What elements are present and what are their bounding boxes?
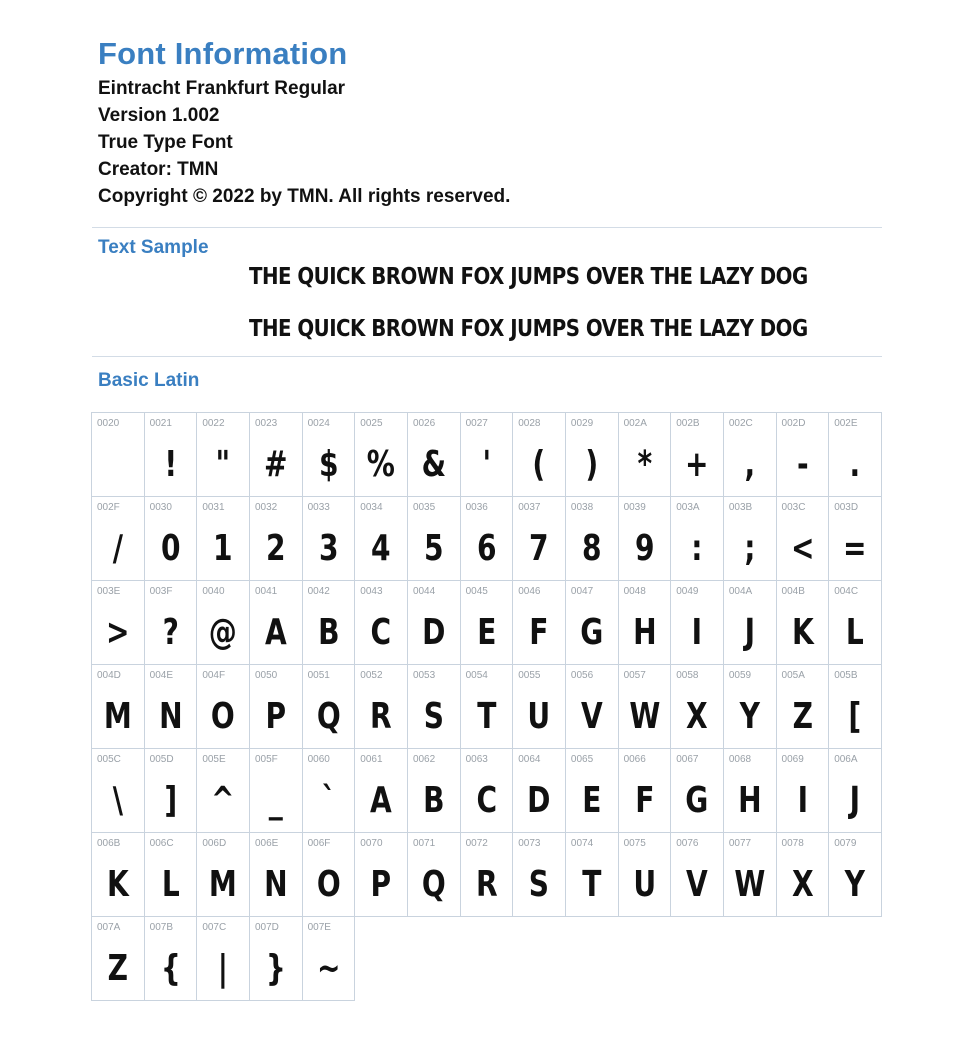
glyph-character: V	[580, 696, 603, 737]
glyph-character: 1	[213, 528, 233, 569]
glyph-code: 003B	[728, 502, 753, 513]
glyph-cell	[671, 581, 724, 665]
glyph-cell	[671, 665, 724, 749]
glyph-character: C	[370, 612, 392, 653]
text-sample-heading: Text Sample	[98, 237, 209, 258]
glyph-code: 002A	[623, 418, 647, 429]
glyph-cell	[619, 581, 672, 665]
glyph-cell	[513, 749, 566, 833]
glyph-code: 007E	[307, 922, 331, 933]
glyph-character: O	[211, 696, 236, 737]
glyph-code: 006C	[149, 838, 174, 849]
glyph-character: H	[737, 780, 762, 821]
glyph-character: X	[791, 864, 814, 905]
glyph-character: G	[685, 780, 709, 821]
glyph-code: 0059	[728, 670, 752, 681]
glyph-cell	[724, 581, 777, 665]
glyph-character: A	[264, 612, 287, 653]
glyph-character: F	[529, 612, 549, 653]
glyph-code: 002F	[97, 502, 120, 513]
glyph-cell	[355, 749, 408, 833]
glyph-cell	[619, 413, 672, 497]
glyph-cell	[724, 413, 777, 497]
glyph-code: 0060	[307, 754, 330, 765]
glyph-code: 006B	[97, 838, 121, 849]
glyph-character: M	[209, 864, 238, 905]
glyph-code: 005C	[97, 754, 121, 765]
glyph-character: G	[580, 612, 604, 653]
glyph-cell	[303, 749, 356, 833]
glyph-character: ~	[316, 948, 341, 989]
glyph-code: 0036	[465, 502, 488, 513]
glyph-cell	[724, 497, 777, 581]
glyph-cell	[355, 581, 408, 665]
glyph-cell	[250, 497, 303, 581]
glyph-code: 002C	[728, 418, 753, 429]
glyph-code: 0022	[202, 418, 225, 429]
glyph-code: 003E	[97, 586, 121, 597]
glyph-character: S	[423, 696, 444, 737]
glyph-character: R	[475, 864, 498, 905]
glyph-cell	[513, 497, 566, 581]
glyph-cell	[355, 413, 408, 497]
glyph-character: {	[160, 948, 181, 989]
glyph-code: 0078	[781, 838, 804, 849]
glyph-cell	[92, 917, 145, 1001]
glyph-code: 0044	[412, 586, 436, 597]
glyph-character: N	[158, 696, 183, 737]
glyph-code: 0021	[149, 418, 172, 429]
glyph-code: 004F	[202, 670, 226, 681]
glyph-character: T	[582, 864, 602, 905]
glyph-character: [	[848, 696, 862, 737]
glyph-cell	[408, 833, 461, 917]
glyph-character: ,	[744, 444, 756, 485]
glyph-character: _	[268, 780, 283, 821]
glyph-cell	[671, 833, 724, 917]
glyph-cell	[408, 749, 461, 833]
glyph-character: $	[318, 444, 339, 485]
glyph-character: 8	[581, 528, 602, 569]
glyph-code: 0032	[254, 502, 278, 513]
glyph-cell	[250, 833, 303, 917]
glyph-code: 0042	[307, 586, 330, 597]
font-name: Eintracht Frankfurt Regular	[98, 78, 346, 99]
glyph-character: "	[215, 444, 231, 485]
glyph-cell	[566, 581, 619, 665]
glyph-character: }	[265, 948, 286, 989]
glyph-cell	[461, 581, 514, 665]
glyph-cell	[303, 581, 356, 665]
glyph-cell	[461, 833, 514, 917]
glyph-code: 002B	[676, 418, 700, 429]
glyph-character: ?	[162, 612, 179, 653]
glyph-cell	[197, 749, 250, 833]
glyph-cell	[829, 665, 882, 749]
divider	[92, 356, 882, 357]
glyph-code: 0056	[570, 670, 594, 681]
glyph-code: 0071	[412, 838, 436, 849]
font-copyright: Copyright © 2022 by TMN. All rights reserved.	[98, 186, 511, 207]
glyph-cell	[145, 833, 198, 917]
glyph-code: 0025	[360, 418, 383, 429]
glyph-code: 005D	[149, 754, 174, 765]
glyph-cell	[513, 581, 566, 665]
glyph-character: D	[527, 780, 551, 821]
glyph-cell	[777, 497, 830, 581]
glyph-code: 006A	[834, 754, 858, 765]
glyph-code: 0028	[518, 418, 541, 429]
glyph-character: F	[634, 780, 654, 821]
glyph-character: (	[532, 444, 546, 485]
glyph-code: 006F	[307, 838, 331, 849]
glyph-code: 0069	[781, 754, 804, 765]
glyph-character: 3	[318, 528, 339, 569]
glyph-cell	[724, 833, 777, 917]
glyph-cell	[777, 581, 830, 665]
font-type: True Type Font	[98, 132, 233, 153]
glyph-character: V	[686, 864, 708, 905]
glyph-cell	[250, 917, 303, 1001]
glyph-code: 0074	[570, 838, 594, 849]
glyph-character: :	[691, 528, 703, 569]
glyph-code: 0079	[834, 838, 857, 849]
glyph-character: +	[685, 444, 709, 485]
glyph-code: 003D	[834, 502, 859, 513]
glyph-character: B	[317, 612, 340, 653]
glyph-code: 0030	[149, 502, 172, 513]
glyph-code: 0070	[360, 838, 383, 849]
glyph-code: 0045	[465, 586, 488, 597]
glyph-cell	[829, 497, 882, 581]
glyph-code: 004B	[781, 586, 805, 597]
glyph-character: )	[585, 444, 599, 485]
glyph-code: 007A	[97, 922, 121, 933]
glyph-code: 0067	[676, 754, 699, 765]
glyph-cell	[566, 497, 619, 581]
glyph-character: =	[843, 528, 867, 569]
glyph-cell	[303, 665, 356, 749]
glyph-cell	[303, 413, 356, 497]
glyph-cell	[829, 413, 882, 497]
glyph-code: 0024	[307, 418, 330, 429]
glyph-cell	[197, 833, 250, 917]
glyph-code: 0043	[360, 586, 383, 597]
glyph-character: &	[421, 444, 447, 485]
glyph-code: 0029	[570, 418, 594, 429]
glyph-character: '	[482, 444, 491, 485]
glyph-character: -	[796, 444, 809, 485]
glyph-code: 0057	[623, 670, 646, 681]
glyph-character: T	[476, 696, 497, 737]
glyph-character: X	[686, 696, 708, 737]
glyph-code: 002D	[781, 418, 806, 429]
glyph-cell	[92, 497, 145, 581]
glyph-code: 0066	[623, 754, 646, 765]
glyph-code: 0076	[676, 838, 699, 849]
glyph-character: Z	[107, 948, 129, 989]
glyph-cell	[566, 413, 619, 497]
font-version: Version 1.002	[98, 105, 220, 126]
glyph-character: *	[637, 444, 652, 485]
glyph-character: K	[106, 864, 129, 905]
glyph-code: 0075	[623, 838, 646, 849]
glyph-code: 0038	[570, 502, 594, 513]
glyph-code: 002E	[834, 418, 858, 429]
font-creator: Creator: TMN	[98, 159, 219, 180]
glyph-character: W	[734, 864, 766, 905]
glyph-cell	[724, 749, 777, 833]
glyph-character: U	[527, 696, 551, 737]
glyph-code: 004A	[728, 586, 753, 597]
glyph-character: 2	[266, 528, 286, 569]
glyph-code: 0058	[676, 670, 699, 681]
glyph-cell	[671, 497, 724, 581]
glyph-cell	[197, 413, 250, 497]
glyph-character: Z	[792, 696, 813, 737]
glyph-character: J	[744, 612, 755, 653]
glyph-code: 004C	[834, 586, 859, 597]
glyph-character: A	[370, 780, 392, 821]
text-sample-line: THE QUICK BROWN FOX JUMPS OVER THE LAZY DOG	[248, 316, 808, 342]
glyph-code: 0020	[97, 418, 120, 429]
glyph-code: 005A	[781, 670, 805, 681]
glyph-character: #	[264, 444, 288, 485]
glyph-code: 004E	[149, 670, 174, 681]
text-sample-line: THE QUICK BROWN FOX JUMPS OVER THE LAZY DOG	[248, 264, 808, 290]
glyph-character: 0	[160, 528, 181, 569]
glyph-character: P	[265, 696, 287, 737]
glyph-code: 007D	[254, 922, 279, 933]
glyph-code: 005B	[834, 670, 858, 681]
glyph-cell	[724, 665, 777, 749]
glyph-code: 006D	[202, 838, 227, 849]
glyph-cell	[355, 497, 408, 581]
glyph-character: H	[632, 612, 657, 653]
glyph-cell	[408, 665, 461, 749]
glyph-cell	[92, 833, 145, 917]
glyph-character: O	[316, 864, 341, 905]
glyph-character: I	[797, 780, 808, 821]
glyph-cell	[671, 413, 724, 497]
glyph-cell	[408, 413, 461, 497]
glyph-character: C	[476, 780, 497, 821]
font-metadata	[98, 75, 510, 210]
glyph-cell	[355, 665, 408, 749]
glyph-character: L	[846, 612, 864, 653]
glyph-character: 4	[371, 528, 391, 569]
glyph-code: 0050	[254, 670, 278, 681]
glyph-character: ^	[211, 780, 235, 821]
glyph-cell	[619, 749, 672, 833]
glyph-cell	[145, 917, 198, 1001]
glyph-code: 0055	[518, 670, 541, 681]
glyph-cell	[777, 749, 830, 833]
glyph-code: 0052	[360, 670, 383, 681]
glyph-character: B	[423, 780, 445, 821]
glyph-cell	[92, 413, 145, 497]
glyph-code: 0035	[412, 502, 436, 513]
glyph-character: /	[112, 528, 123, 569]
glyph-character: U	[632, 864, 656, 905]
glyph-code: 005E	[202, 754, 226, 765]
glyph-cell	[461, 413, 514, 497]
glyph-cell	[461, 497, 514, 581]
glyph-character: 5	[423, 528, 444, 569]
glyph-cell	[829, 833, 882, 917]
glyph-cell	[513, 413, 566, 497]
glyph-cell	[777, 413, 830, 497]
glyph-cell	[303, 833, 356, 917]
glyph-grid	[91, 412, 882, 1001]
glyph-cell	[777, 665, 830, 749]
glyph-code: 0033	[307, 502, 330, 513]
glyph-cell	[197, 581, 250, 665]
glyph-cell	[145, 497, 198, 581]
glyph-code: 0048	[623, 586, 646, 597]
glyph-cell	[619, 833, 672, 917]
glyph-character: E	[582, 780, 602, 821]
glyph-cell	[566, 749, 619, 833]
glyph-code: 0063	[465, 754, 488, 765]
glyph-character: N	[264, 864, 288, 905]
glyph-character: R	[370, 696, 392, 737]
glyph-code: 0034	[360, 502, 383, 513]
page-title: Font Information	[98, 36, 348, 71]
glyph-character: P	[370, 864, 392, 905]
glyph-character: Q	[316, 696, 341, 737]
glyph-character: L	[161, 864, 180, 905]
glyph-cell	[461, 749, 514, 833]
glyph-cell	[619, 497, 672, 581]
glyph-character: .	[849, 444, 861, 485]
glyph-code: 0039	[623, 502, 646, 513]
glyph-character: I	[691, 612, 703, 653]
glyph-cell	[566, 833, 619, 917]
glyph-cell	[829, 749, 882, 833]
glyph-code: 005F	[254, 754, 278, 765]
glyph-code: 0051	[307, 670, 330, 681]
glyph-cell	[250, 749, 303, 833]
glyph-character: ]	[164, 780, 177, 821]
glyph-code: 0064	[518, 754, 541, 765]
glyph-cell	[408, 497, 461, 581]
glyph-character: 7	[529, 528, 549, 569]
glyph-code: 0049	[676, 586, 699, 597]
glyph-cell	[197, 497, 250, 581]
glyph-character: !	[164, 444, 177, 485]
glyph-character: K	[791, 612, 814, 653]
glyph-character: 9	[634, 528, 655, 569]
glyph-cell	[777, 833, 830, 917]
glyph-character: %	[367, 444, 396, 485]
glyph-code: 003A	[676, 502, 700, 513]
glyph-character: >	[106, 612, 130, 653]
glyph-code: 0026	[412, 418, 436, 429]
glyph-code: 0072	[465, 838, 488, 849]
glyph-character: D	[422, 612, 446, 653]
glyph-cell	[303, 497, 356, 581]
glyph-code: 007B	[149, 922, 174, 933]
glyph-code: 0031	[202, 502, 225, 513]
basic-latin-heading: Basic Latin	[98, 370, 200, 391]
glyph-code: 0054	[465, 670, 488, 681]
glyph-cell	[671, 749, 724, 833]
glyph-character: |	[218, 948, 229, 989]
glyph-cell	[145, 413, 198, 497]
glyph-cell	[829, 581, 882, 665]
glyph-cell	[303, 917, 356, 1001]
glyph-cell	[197, 665, 250, 749]
glyph-code: 0073	[518, 838, 541, 849]
glyph-code: 0037	[518, 502, 541, 513]
glyph-cell	[197, 917, 250, 1001]
glyph-code: 0065	[570, 754, 594, 765]
glyph-cell	[566, 665, 619, 749]
glyph-cell	[145, 665, 198, 749]
glyph-character: J	[849, 780, 861, 821]
glyph-cell	[145, 749, 198, 833]
divider	[92, 227, 882, 228]
glyph-code: 007C	[202, 922, 227, 933]
glyph-code: 0053	[412, 670, 436, 681]
glyph-code: 0077	[728, 838, 752, 849]
glyph-code: 0041	[254, 586, 278, 597]
glyph-cell	[513, 833, 566, 917]
glyph-character: E	[476, 612, 497, 653]
glyph-cell	[92, 665, 145, 749]
glyph-code: 0068	[728, 754, 752, 765]
glyph-code: 0027	[465, 418, 488, 429]
glyph-code: 0061	[360, 754, 383, 765]
glyph-character: <	[790, 528, 815, 569]
glyph-code: 004D	[97, 670, 121, 681]
glyph-character: M	[103, 696, 132, 737]
glyph-cell	[250, 665, 303, 749]
glyph-cell	[92, 581, 145, 665]
glyph-character: Q	[421, 864, 446, 905]
glyph-cell	[619, 665, 672, 749]
glyph-character: Y	[739, 696, 760, 737]
glyph-character: 6	[476, 528, 497, 569]
glyph-cell	[461, 665, 514, 749]
glyph-code: 006E	[254, 838, 279, 849]
glyph-cell	[145, 581, 198, 665]
glyph-character: `	[321, 780, 336, 821]
glyph-character: @	[209, 612, 238, 653]
glyph-code: 003C	[781, 502, 806, 513]
glyph-code: 0023	[254, 418, 278, 429]
glyph-cell	[355, 833, 408, 917]
glyph-character: W	[628, 696, 660, 737]
glyph-cell	[92, 749, 145, 833]
glyph-character: S	[528, 864, 550, 905]
glyph-code: 003F	[149, 586, 173, 597]
glyph-code: 0062	[412, 754, 436, 765]
glyph-cell	[250, 413, 303, 497]
glyph-code: 0046	[518, 586, 541, 597]
glyph-character: ;	[744, 528, 756, 569]
glyph-cell	[513, 665, 566, 749]
glyph-character: Y	[844, 864, 866, 905]
glyph-code: 0047	[570, 586, 594, 597]
glyph-cell	[250, 581, 303, 665]
glyph-cell	[408, 581, 461, 665]
glyph-character: \	[112, 780, 123, 821]
glyph-code: 0040	[202, 586, 225, 597]
